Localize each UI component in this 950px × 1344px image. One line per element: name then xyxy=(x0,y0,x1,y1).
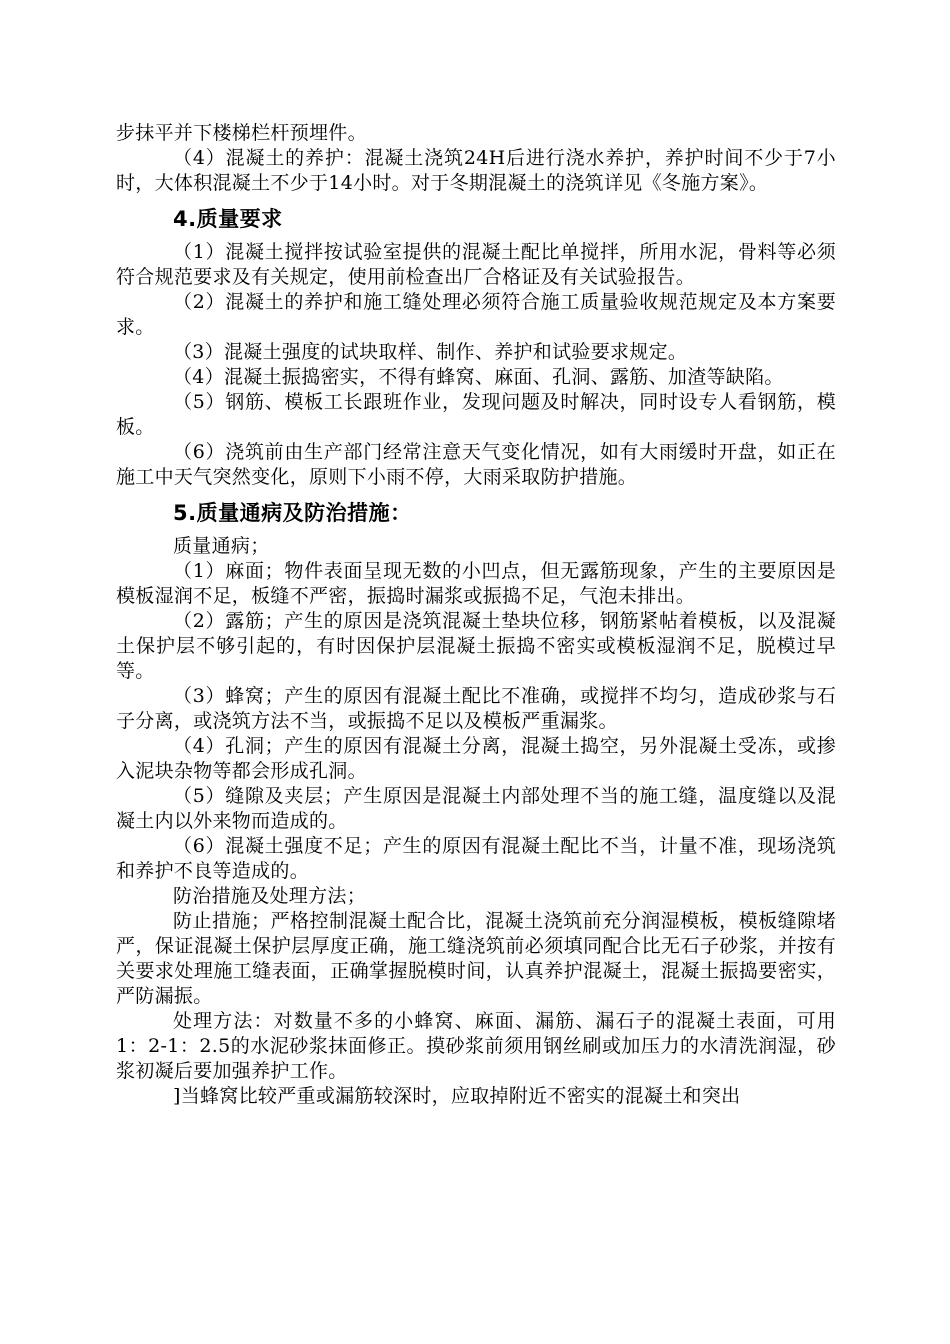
paragraph-continued: ]当蜂窝比较严重或漏筋较深时，应取掉附近不密实的混凝土和突出 xyxy=(173,1085,741,1107)
quality-item-5: （5）钢筋、模板工长跟班作业，发现问题及时解决，同时设专人看钢筋，模板。 xyxy=(116,391,836,438)
paragraph-curing: （4）混凝土的养护：混凝土浇筑24H后进行浇水养护，养护时间不少于7小时，大体积混凝土不少于14小时。对于冬期混凝土的浇筑详见《冬施方案》。 xyxy=(116,147,836,194)
defect-item-3: （3）蜂窝；产生的原因有混凝土配比不准确，或搅拌不均匀，造成砂浆与石子分离，或浇筑方法不当，或振捣不足以及模板严重漏浆。 xyxy=(116,685,836,732)
defect-item-2: （2）露筋；产生的原因是浇筑混凝土垫块位移，钢筋紧帖着模板，以及混凝土保护层不够引起的，有时因保护层混凝土振捣不密实或模板湿润不足，脱模过早等。 xyxy=(116,610,836,682)
defect-item-5: （5）缝隙及夹层；产生原因是混凝土内部处理不当的施工缝，温度缝以及混凝土内以外来物而造成的。 xyxy=(116,785,836,832)
section-heading-quality-requirements: 4.质量要求 xyxy=(173,207,283,231)
defect-item-1: （1）麻面；物件表面呈现无数的小凹点，但无露筋现象，产生的主要原因是模板湿润不足，板缝不严密，振捣时漏浆或振捣不足，气泡未排出。 xyxy=(116,560,836,607)
defect-item-6: （6）混凝土强度不足；产生的原因有混凝土配比不当，计量不准，现场浇筑和养护不良等造成的。 xyxy=(116,835,836,882)
document-body xyxy=(116,121,836,1109)
section-heading-common-defects: 5.质量通病及防治措施： xyxy=(173,501,412,525)
defect-item-4: （4）孔洞；产生的原因有混凝土分离，混凝土捣空，另外混凝土受冻，或掺入泥块杂物等都会形成孔洞。 xyxy=(116,735,836,782)
quality-item-1: （1）混凝土搅拌按试验室提供的混凝土配比单搅拌，所用水泥，骨料等必须符合规范要求及有关规定，使用前检查出厂合格证及有关试验报告。 xyxy=(116,241,836,288)
prevention-label: 防治措施及处理方法； xyxy=(173,885,367,907)
quality-item-6: （6）浇筑前由生产部门经常注意天气变化情况，如有大雨缓时开盘，如正在施工中天气突然变化，原则下小雨不停，大雨采取防护措施。 xyxy=(116,441,836,488)
treatment-method: 处理方法：对数量不多的小蜂窝、麻面、漏筋、漏石子的混凝土表面，可用1：2-1：2.5的水泥砂浆抹面修正。摸砂浆前须用钢丝刷或加压力的水清洗润湿，砂浆初凝后要加强养护工作。 xyxy=(116,1010,836,1082)
quality-item-3: （3）混凝土强度的试块取样、制作、养护和试验要求规定。 xyxy=(173,341,688,363)
quality-item-4: （4）混凝土振捣密实，不得有蜂窝、麻面、孔洞、露筋、加渣等缺陷。 xyxy=(173,366,784,388)
quality-item-2: （2）混凝土的养护和施工缝处理必须符合施工质量验收规范规定及本方案要求。 xyxy=(116,291,836,338)
prevention-measures: 防止措施；严格控制混凝土配合比，混凝土浇筑前充分润湿模板，模板缝隙堵严，保证混凝土保护层厚度正确，施工缝浇筑前必须填同配合比无石子砂浆，并按有关要求处理施工缝表面，正确掌握脱模时间，认真养护混凝土，混凝土振捣要密实，严防漏振。 xyxy=(116,910,836,1007)
paragraph-intro-continuation: 步抹平并下楼梯栏杆预埋件。 xyxy=(116,122,367,144)
common-defects-label: 质量通病； xyxy=(173,535,270,557)
